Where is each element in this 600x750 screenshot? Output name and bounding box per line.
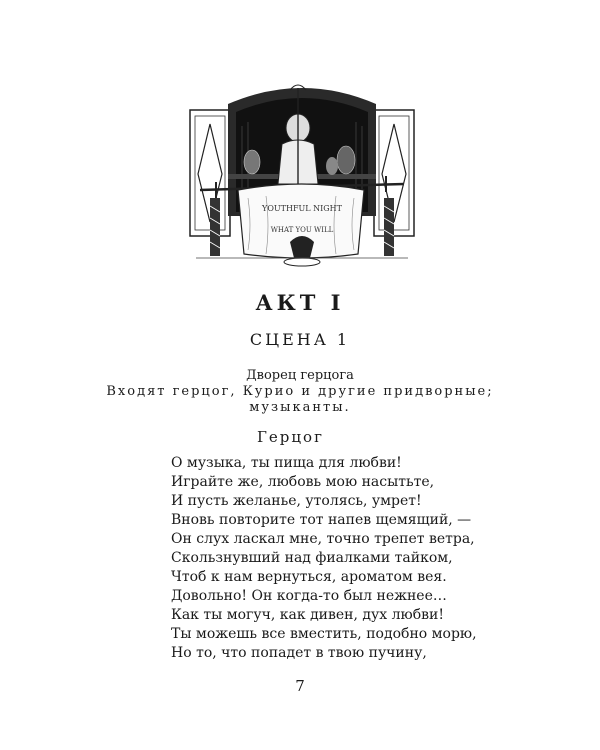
banner-line-2: WHAT YOU WILL [270, 226, 334, 234]
verse-line: Вновь повторите тот напев щемящий, — [171, 512, 472, 528]
verse-line: Играйте же, любовь мою насытьте, [171, 474, 435, 490]
stage-direction-line-2: музыканты. [249, 400, 351, 415]
stage-direction-line-1: Входят герцог, Курио и другие придворные; [106, 384, 494, 399]
page-number: 7 [295, 677, 305, 695]
verse-line: О музыка, ты пища для любви! [171, 455, 402, 471]
act-title: АКТ I [255, 290, 345, 315]
verse-line: Скользнувший над фиалками тайком, [171, 550, 453, 566]
speaker-name: Герцог [257, 428, 324, 446]
frontispiece-engraving [186, 66, 418, 276]
banner-line-1: YOUTHFUL NIGHT [262, 204, 342, 213]
scene-title: СЦЕНА 1 [249, 330, 351, 349]
verse-line: Ты можешь все вместить, подобно морю, [171, 626, 477, 642]
verse-line: Чтоб к нам вернуться, ароматом вея. [171, 569, 447, 585]
setting-place: Дворец герцога [246, 368, 354, 383]
verse-line: И пусть желанье, утолясь, умрет! [171, 493, 422, 509]
verse-line: Довольно! Он когда-то был нежнее… [171, 588, 447, 604]
scene-setting [0, 368, 600, 416]
verse-line: Он слух ласкал мне, точно трепет ветра, [171, 531, 475, 547]
verse-line: Но то, что попадет в твою пучину, [171, 645, 427, 661]
verse-block [171, 454, 477, 663]
verse-line: Как ты могуч, как дивен, дух любви! [171, 607, 444, 623]
